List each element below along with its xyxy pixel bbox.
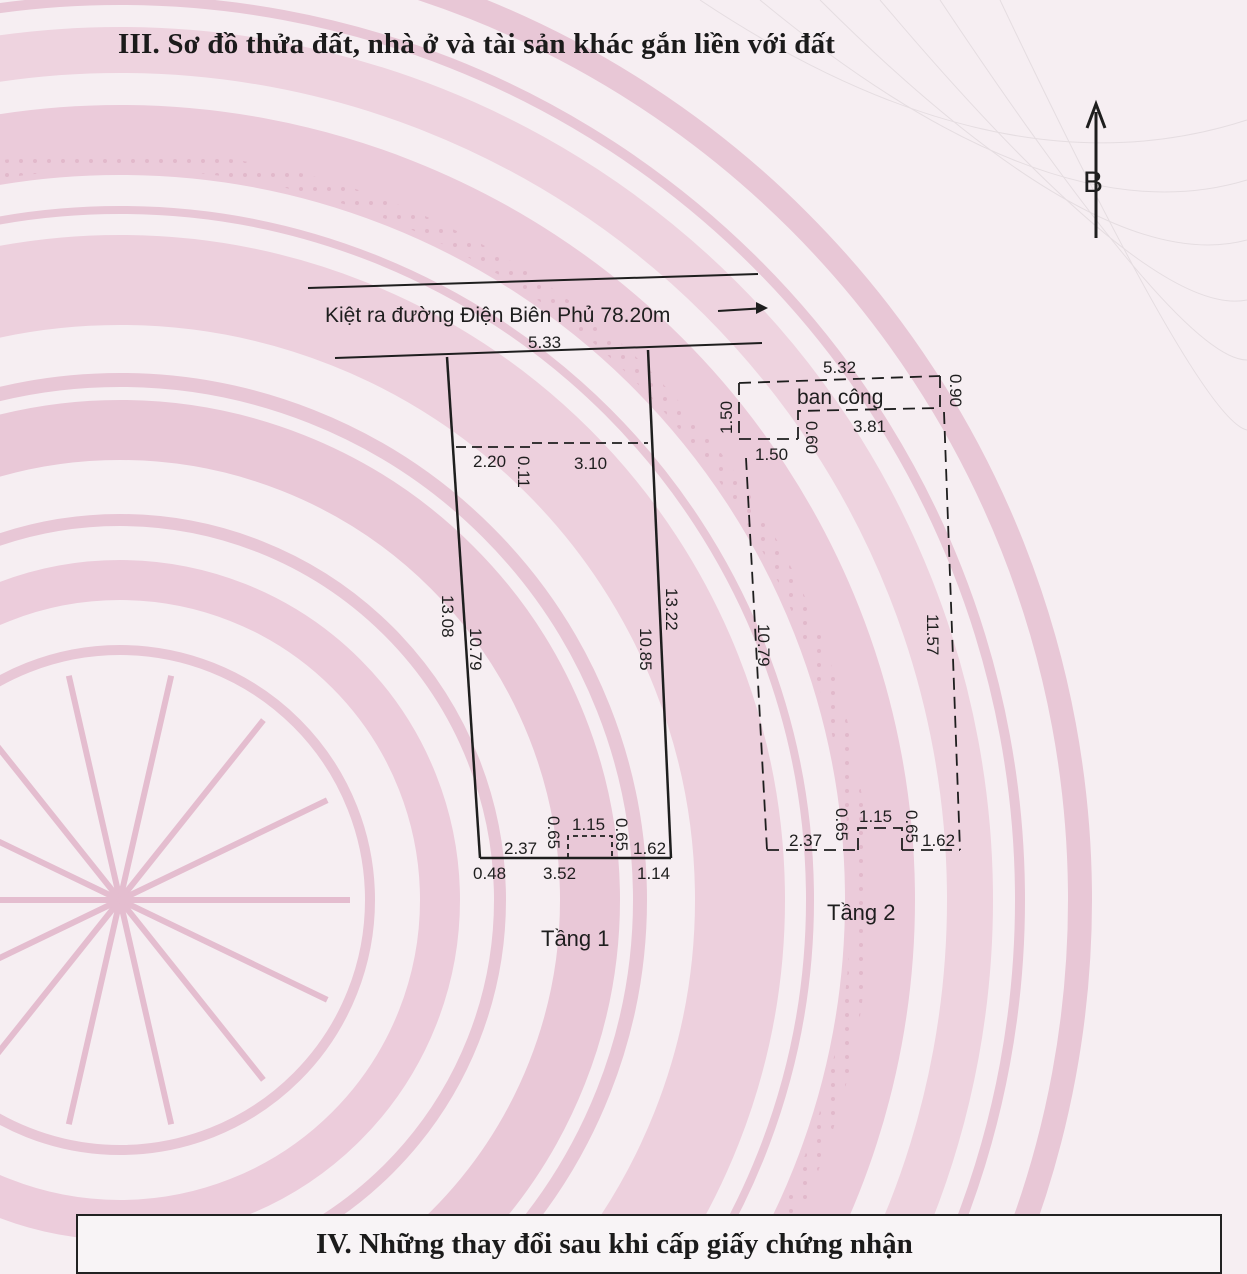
- f1-dim-right-inner: 10.85: [636, 628, 655, 671]
- f1-dim-notch-left: 0.65: [544, 816, 563, 850]
- f1-dim-bottom-left: 0.48: [473, 864, 507, 883]
- road-label: Kiệt ra đường Điện Biên Phủ 78.20m: [325, 304, 671, 327]
- f1-dim-dash-step: 0.11: [514, 456, 533, 488]
- f1-dim-inner-right: 1.62: [633, 839, 667, 858]
- f1-dim-dash-right: 3.10: [574, 454, 608, 473]
- floor2-name: Tầng 2: [827, 900, 896, 925]
- f2-dim-left-vert: 1.50: [717, 400, 736, 434]
- f1-dim-left-outer: 13.08: [438, 595, 457, 638]
- north-label: B: [1083, 166, 1104, 199]
- f1-dim-bottom-right: 1.14: [637, 864, 671, 883]
- f2-dim-bottom-right: 1.62: [922, 831, 956, 850]
- f1-dim-notch-right: 0.65: [612, 818, 631, 852]
- f1-dim-dash-left: 2.20: [473, 452, 507, 471]
- f2-dim-top: 5.32: [823, 358, 857, 377]
- f2-dim-left-horiz: 1.50: [755, 445, 789, 464]
- f1-dim-inner-left: 2.37: [504, 839, 538, 858]
- f2-dim-left-side: 10.79: [754, 624, 773, 667]
- road-edge-line: [308, 274, 758, 288]
- f2-dim-notch-width: 1.15: [859, 807, 893, 826]
- f2-dim-bottom-left: 2.37: [789, 831, 823, 850]
- f2-dim-balcony-width: 3.81: [853, 417, 887, 436]
- f2-balcony-label: ban công: [797, 386, 884, 409]
- f1-dim-top: 5.33: [528, 333, 562, 352]
- section-heading: III. Sơ đồ thửa đất, nhà ở và tài sản khác gắn liền với đất: [118, 28, 836, 60]
- f1-dim-bottom-mid: 3.52: [543, 864, 577, 883]
- next-section-heading: IV. Những thay đổi sau khi cấp giấy chứng nhận: [316, 1228, 913, 1260]
- floor1-name: Tầng 1: [541, 926, 610, 951]
- right-arrow-icon: [718, 302, 768, 314]
- f2-dim-step-vert: 0.60: [802, 421, 821, 455]
- f1-dim-notch-width: 1.15: [572, 815, 606, 834]
- f2-dim-top-right-vert: 0.90: [946, 374, 965, 408]
- f2-dim-notch-right: 0.65: [902, 810, 921, 844]
- f2-dim-notch-left: 0.65: [832, 808, 851, 842]
- f1-dim-left-inner: 10.79: [466, 628, 485, 671]
- floor1-plot: [447, 350, 671, 858]
- f1-dim-right-outer: 13.22: [662, 588, 681, 631]
- f2-dim-right-side: 11.57: [923, 614, 942, 656]
